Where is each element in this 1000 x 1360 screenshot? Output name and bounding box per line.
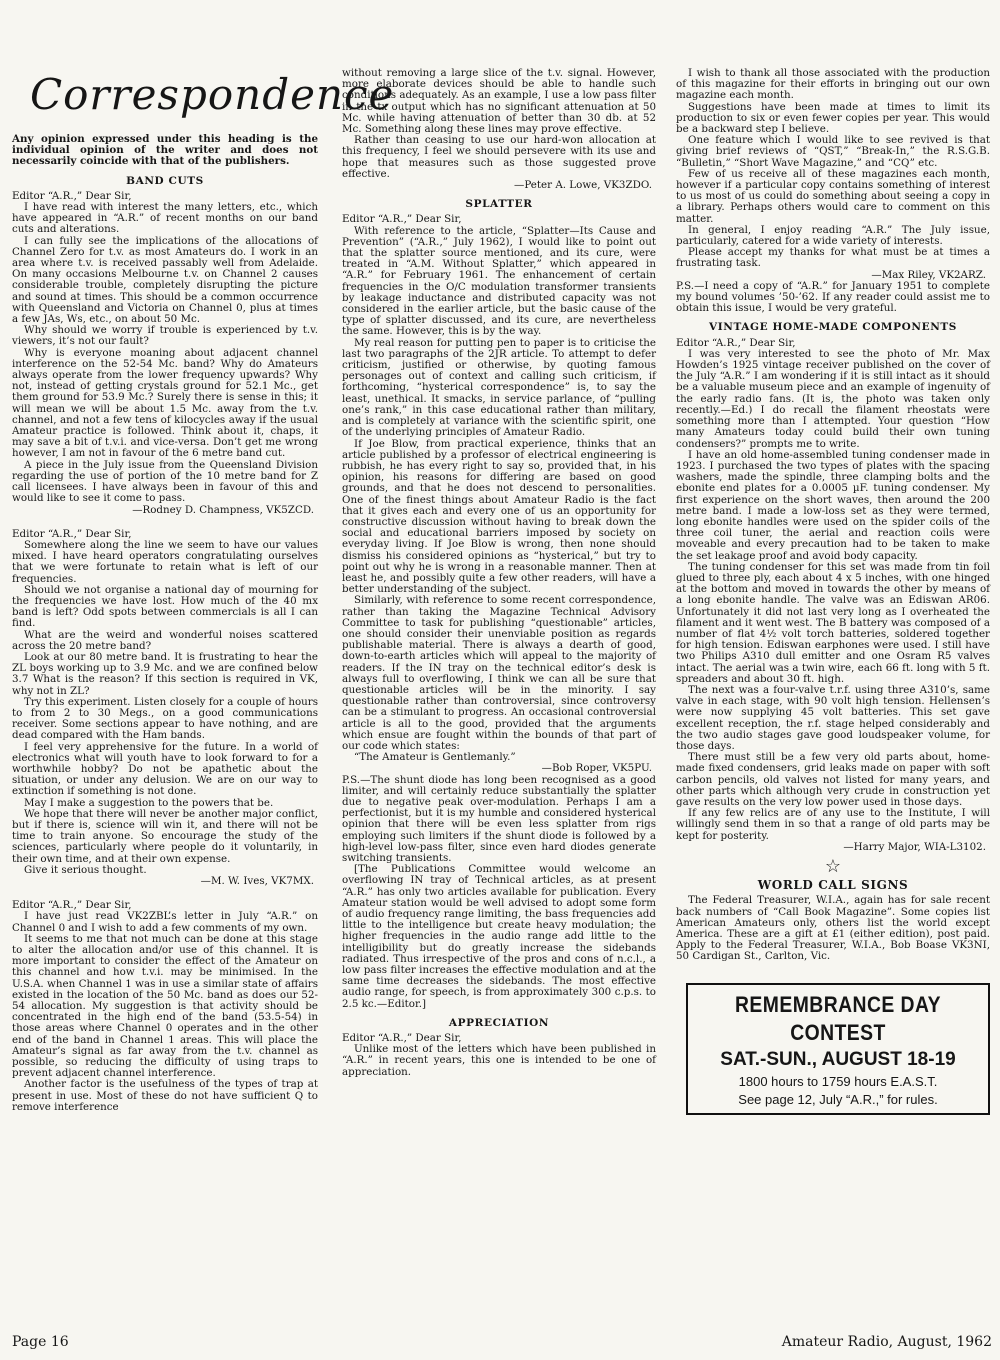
paragraph: I was very interested to see the photo of Mr. Max Howden’s 1925 vintage receiver published on the cover of the July “A.R.” I am wondering if it is still intact as it should be a valuable museum piece and an example of ingenuity of the early radio fans. (It is, the photo was taken only recently.—Ed.) I do recall the filament rheostats were something more than I attempted. Your question “How many Amateurs today could build their own tuning condensers?” prompts me to write. [676,347,990,450]
paragraph: Similarly, with reference to some recent correspondence, rather than taking the Magazine Technical Advisory Committee to task for publishing “questionable” articles, one should consider their unenviable position as regards publishable material. There is always a dearth of good, down-to-earth articles which will appeal to the majority of readers. If the IN tray on the technical editor’s desk is always full to overflowing, I think we can all be sure that questionable articles will be in the minority. I say questionable rather than controversial, since controversy can be a stimulant to progress. An occasional controversial article is all to the good, provided that the arguments which ensue are fought within the bounds of that part of our code which states: [342,594,656,752]
contest-notice-box [686,983,990,1115]
star-icon: ☆ [824,856,842,878]
paragraph: Look at our 80 metre band. It is frustrating to hear the ZL boys working up to 3.9 Mc. and we are confined below 3.7 What is the reason? If this section is required in VK, why not in ZL? [12,650,318,697]
paragraph: “The Amateur is Gentlemanly.” [354,751,516,764]
contest-title: REMEMBRANCE DAY CONTEST [735,991,941,1045]
paragraph: Please accept my thanks for what must be at times a frustrating task. [676,246,990,270]
editor-note: [The Publications Committee would welcome an overflowing IN tray of Technical articles, as at present “A.R.” has only two articles available for publication. Every Amateur station would be well advised to adopt some form of audio frequency range limiting, the bass frequencies add little to the intelligence but create heavy modulation; the higher frequencies in the audio range add little to the intelligibility but do greatly increase the sidebands radiated. Thus irrespective of the pros and cons of n.c.l., a low pass filter increases the effective modulation and at the same time decreases the sidebands. The most effective audio range, for speech, is from approximately 300 c.p.s. to 2.5 kc.—Editor.] [342,863,656,1010]
paragraph: Why should we worry if trouble is experienced by t.v. viewers, it’s not our fault? [12,324,318,348]
contest-hours: 1800 hours to 1759 hours E.A.S.T. [738,1073,938,1089]
column-2 [342,0,656,1360]
paragraph: My real reason for putting pen to paper is to criticise the last two paragraphs of the 2JR article. To attempt to defer criticism, justified or otherwise, by quoting famous personages out of context and calling such criticism, if forthcoming, “hysterical correspondence” is, to say the least, unethical. It smacks, in service parlance, of “pulling one’s rank,” in this case educational rather than military, and is completely at variance with the scientific spirit, one of the underlying principles of Amateur Radio. [342,336,656,439]
paragraph: I have just read VK2ZBL’s letter in July “A.R.” on Channel 0 and I wish to add a few comments of my own. [12,910,318,934]
paragraph: Few of us receive all of these magazines each month, however if a particular copy contains something of interest to us most of us could do something about seeing a copy in a library. Perhaps others would care to comment on this matter. [676,167,990,225]
paragraph: I have an old home-assembled tuning condenser made in 1923. I purchased the two types of plates with the spacing washers, made the spindle, three clamping bolts and the ebonite end plates for a 0.0005 µF. tuning condenser. My first experience on the short waves, then around the 200 metre band. I made a low-loss set as they were termed, long ebonite handles were used on the spider coils of the three coil tuner, the aerial and reaction coils were moveable and every precaution had to be taken to make the set leakage proof and avoid body capacity. [676,448,990,562]
contest-dates: SAT.-SUN., AUGUST 18-19 [720,1048,956,1070]
column-3 [676,0,990,1360]
paragraph: I wish to thank all those associated with the production of this magazine for their efforts in bringing out our own magazine each month. [676,67,990,102]
paragraph: If any few relics are of any use to the Institute, I will willingly send them in so that a range of old parts may be kept for posterity. [676,807,990,842]
letter-salutation: Editor “A.R.,” Dear Sir, [342,213,462,226]
signature: —M. W. Ives, VK7MX. [200,875,314,887]
paragraph: The tuning condenser for this set was made from tin foil glued to three ply, each about 4 x 5 inches, with one hinged at the bottom and moved in towards the other by means of a long ebonite handle. The valve was an Ediswan AR06. Unfortunately it did not last very long as I overheated the filament and it went west. The B battery was composed of a number of flat 4½ volt torch batteries, soldered together for high tension. Ediswan earphones were used. I still have two Philips A310 dull emitter and one Osram R5 valves intact. The aerial was a twin wire, each 66 ft. long with 5 ft. spreaders and about 30 ft. high. [676,560,990,685]
letter-salutation: Editor “A.R.,” Dear Sir, [12,527,132,540]
heading-world-call-signs: WORLD CALL SIGNS [757,878,909,893]
intro-text: Any opinion expressed under this heading is the individual opinion of the writer and does not necessarily coincide with that of the publishers. [12,133,318,168]
paragraph: Unlike most of the letters which have been published in “A.R.” in recent years, this one is intended to be one of appreciation. [342,1043,656,1078]
paragraph: Try this experiment. Listen closely for a couple of hours to from 2 to 30 Megs., on a good communications receiver. Some sections appear to have nothing, and are dead compared with the Ham bands. [12,695,318,742]
signature: —Max Riley, VK2ARZ. [871,268,986,281]
paragraph: I feel very apprehensive for the future. In a world of electronics what will youth have to look forward to for a worthwhile hobby? Do not be apathetic about the situation, or under any delusion. We are on our way to extinction if something is not done. [12,740,318,798]
paragraph: Rather than ceasing to use our hard-won allocation at this frequency, I feel we should persevere with its use and hope that measures such as those suggested prove effective. [342,134,656,180]
signature: —Bob Roper, VK5PU. [541,762,652,775]
paragraph: Suggestions have been made at times to limit its production to six or even fewer copies per year. This would be a backward step I believe. [676,100,990,136]
paragraph: Somewhere along the line we seem to have our values mixed. I have heard operators congratulating ourselves that we were fortunate to retain what is left of our frequencies. [12,538,318,585]
letter-salutation: Editor “A.R.,” Dear Sir, [342,1032,462,1045]
paragraph: We hope that there will never be another major conflict, but if there is, science will win it, and there will not be time to train anyone. So encourage the study of the sciences, particularly where people do it voluntarily, in their own time, and at their own expense. [12,807,318,865]
contest-rules-ref: See page 12, July “A.R.,” for rules. [738,1091,938,1107]
paragraph: A piece in the July issue from the Queensland Division regarding the use of portion of the 10 metre band for Z call licensees. I have always been in favour of this and would like to see it come to pass. [12,458,318,505]
paragraph: without removing a large slice of the t.v. signal. However, more elaborate devices should be able to handle such conditions adequately. As an example, I use a low pass filter in the tx output which has no significant attenuation at 50 Mc. while having attenuation of better than 30 db. at 52 Mc. Something along these lines may prove effective. [342,67,656,136]
paragraph: Give it serious thought. [24,863,147,876]
paragraph: Another factor is the usefulness of the types of trap at present in use. Most of these do not have sufficient Q to remove interference [12,1078,318,1113]
paragraph: May I make a suggestion to the powers that be. [24,796,274,809]
heading-splatter: SPLATTER [465,198,533,211]
paragraph: I can fully see the implications of the allocations of Channel Zero for t.v. as most Amateurs do. I work in an area where t.v. is received passably well from Adelaide. On many occasions Melbourne t.v. on Channel 2 causes considerable trouble, completely disrupting the picture and sound at times. This should be a common occurrence with Queensland and Victoria on Channel 0, plus at times a few JAs, Ws, etc., on about 50 Mc. [12,234,318,326]
paragraph: Why is everyone moaning about adjacent channel interference on the 52-54 Mc. band? Why do Amateurs always operate from the lower frequency upwards? Why not, instead of getting crystals ground for 52.1 Mc., get them ground for 53.9 Mc.? Surely there is sense in this; it will mean we will be about 1.5 Mc. away from the t.v. channel, and not a few tens of kilocycles away if the usual Amateur practice is followed. Think about it, chaps, it may save a bit of t.v.i. and vice-versa. Don’t get me wrong however, I am not in favour of the 6 metre band cut. [12,346,318,460]
postscript: P.S.—The shunt diode has long been recognised as a good limiter, and will certainly reduce substantially the splatter due to negative peak over-modulation. Perhaps I am a perfectionist, but it is my humble and considered hysterical opinion that there will be even less splatter from rigs employing such limiters if the shunt diode is followed by a high-level low-pass filter, since even hard diodes generate switching transients. [342,773,656,865]
paragraph: It seems to me that not much can be done at this stage to alter the allocation and/or use of this channel. It is more important to consider the effect of the Amateur on this channel and how t.v.i. may be minimised. In the U.S.A. when Channel 1 was in use a similar state of affairs existed in the location of the 50 Mc. band as does our 52-54 allocation. My suggestion is that activity should be concentrated in the high end of the band (53.5-54) in those areas where Channel 0 operates and in the other end of the band in Channel 1 areas. This will place the Amateur’s signal as far away from the t.v. channel as possible, so reducing the difficulty of using traps to prevent adjacent channel interference. [12,932,318,1080]
paragraph: There must still be a few very old parts about, home-made fixed condensers, grid leaks made on paper with soft carbon pencils, old valves not listed for many years, and other parts which although very crude in construction yet gave results on the very low power used in those days. [676,751,990,808]
paragraph: What are the weird and wonderful noises scattered across the 20 metre band? [12,628,318,652]
heading-vintage: VINTAGE HOME-MADE COMPONENTS [708,321,957,334]
signature: —Rodney D. Champness, VK5ZCD. [132,503,314,516]
heading-appreciation: APPRECIATION [448,1016,550,1029]
paragraph: I have read with interest the many letters, etc., which have appeared in “A.R.” of recent months on our band cuts and alterations. [12,201,318,236]
letter-salutation: Editor “A.R.,” Dear Sir, [12,899,132,912]
paragraph: The next was a four-valve t.r.f. using three A310’s, same valve in each stage, with 90 volt high tension. Hellensen’s were now supplying 45 volt batteries. This set gave excellent reception, the r.f. stage helped considerably and the two audio stages gave good loudspeaker volume, for those days. [676,683,990,752]
paragraph: Should we not organise a national day of mourning for the frequencies we have lost. How much of the 40 mx band is left? Odd spots between commercials is all I can find. [12,583,318,630]
heading-band-cuts: BAND CUTS [126,174,204,187]
paragraph: The Federal Treasurer, W.I.A., again has for sale recent back numbers of “Call Book Magazine”. Some copies list American Amateurs only, others list the world except America. These are a gift at £1 (either edition), post paid. Apply to the Federal Treasurer, W.I.A., Bob Boase VK3NI, 50 Cardigan St., Carlton, Vic. [676,894,990,963]
letter-salutation: Editor “A.R.,” Dear Sir, [676,336,796,349]
paragraph: One feature which I would like to see revived is that giving brief reviews of “QST,” “Break-In,” the R.S.G.B. “Bulletin,” “Short Wave Magazine,” and “CQ” etc. [676,134,990,169]
issue-info: Amateur Radio, August, 1962 [781,1334,992,1350]
letter-salutation: Editor “A.R.,” Dear Sir, [12,189,132,202]
paragraph: If Joe Blow, from practical experience, thinks that an article published by a professor of electrical engineering is rubbish, he has every right to say so, provided that, in his opinion, his reasons for differing are based on good grounds, and that he does not descend to personalities. One of the finest things about Amateur Radio is the fact that it gives each and every one of us an opportunity for constructive discussion without having to break down the social and educational barriers imposed by society on everyday living. If Joe Blow is wrong, then none should dismiss his considered opinions as “hysterical,” but try to point out why he is wrong in a reasonable manner. Then at least he, and possibly quite a few other readers, will have a better understanding of the subject. [342,437,656,596]
column-1 [12,0,395,1360]
page-title: Correspondence [30,70,395,119]
paragraph: In general, I enjoy reading “A.R.” The July issue, particularly, catered for a wide variety of interests. [676,223,990,248]
page-number: Page 16 [12,1334,69,1350]
signature: —Peter A. Lowe, VK3ZDO. [514,179,652,192]
signature: —Harry Major, WIA-L3102. [843,840,986,853]
postscript: P.S.—I need a copy of “A.R.” for January 1951 to complete my bound volumes ’50-’62. If any reader could assist me to obtain this issue, I would be very grateful. [676,279,990,315]
paragraph: With reference to the article, “Splatter—Its Cause and Prevention” (“A.R.,” July 1962), I would like to point out that the splatter source mentioned, and its cure, were treated in “A.M. Without Splatter,” which appeared in “A.R.” for February 1961. The enhancement of certain frequencies in the O/C modulation transformer transients by leakage inductance and distributed capacity was not considered in the earlier article, but the basic cause of the type of splatter discussed, and its cure, are nevertheless the same. However, this is by the way. [342,224,656,338]
